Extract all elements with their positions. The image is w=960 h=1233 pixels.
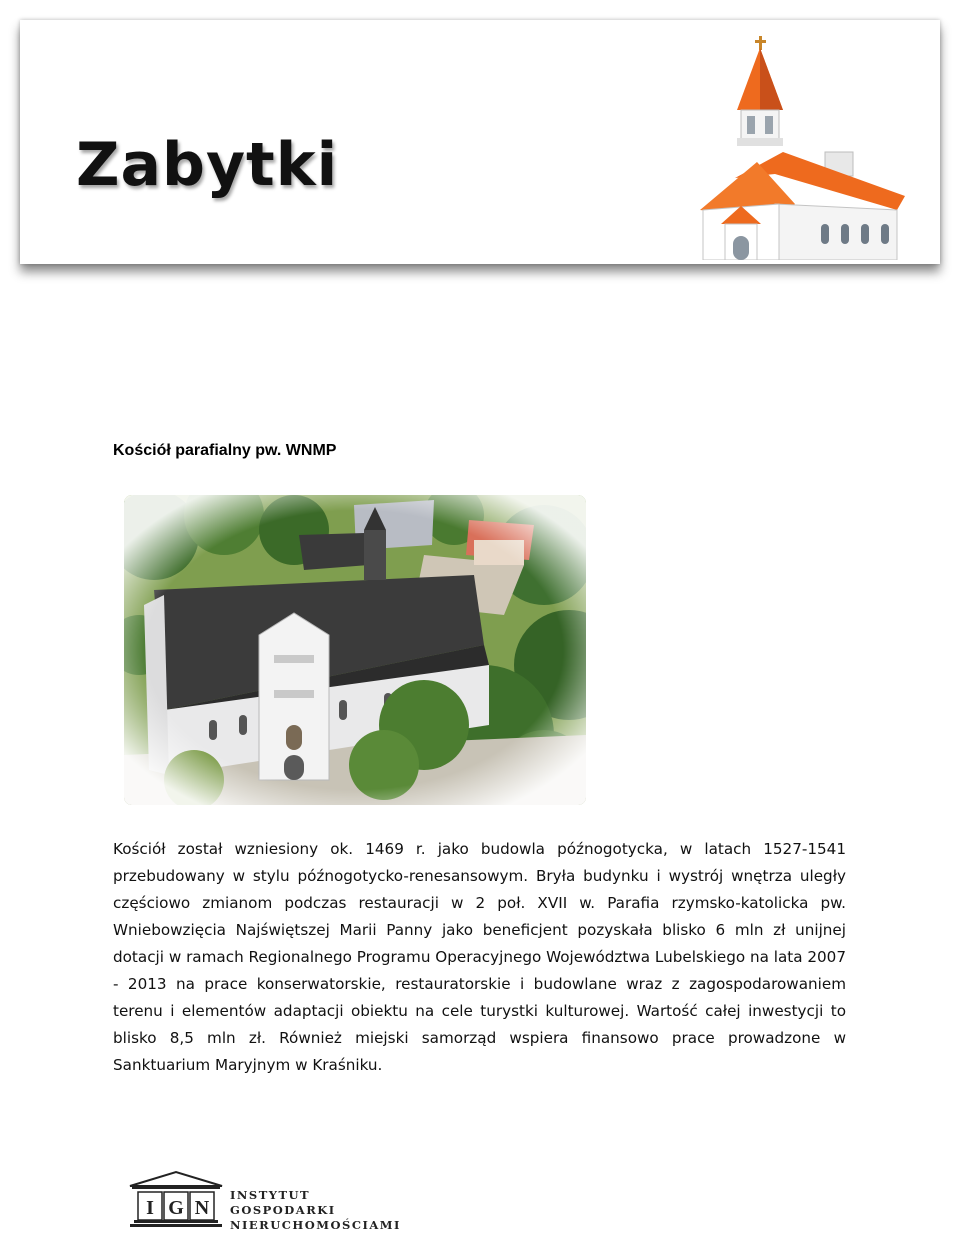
logo-letter-n: N xyxy=(194,1197,210,1219)
banner-title: Zabytki xyxy=(76,130,339,200)
ign-building-icon xyxy=(126,1170,226,1228)
header-banner xyxy=(20,20,940,264)
church-aerial-photo xyxy=(124,495,586,805)
page-heading: Kościół parafialny pw. WNMP xyxy=(113,442,337,459)
church-icon xyxy=(675,28,905,260)
body-paragraph: Kościół został wzniesiony ok. 1469 r. jako budowla późnogotycka, w latach 1527-1541 przebudowany w stylu późnogotycko-renesansowym. Bryła budynku i wystrój wnętrza uległy częściowo zmianom podczas restauracji w 2 poł. XVII w. Parafia rzymsko-katolicka pw. Wniebowzięcia Najświętszej Marii Panny jako beneficjent pozyskała blisko 6 mln zł unijnej dotacji w ramach Regionalnego Programu Operacyjnego Województwa Lubelskiego na lata 2007 - 2013 na prace konserwatorskie, restauratorskie i budowlane wraz z zagospodarowaniem terenu i elementów adaptacji obiektu na cele turystki kulturowej. Wartość całej inwestycji to blisko 8,5 mln zł. Również miejski samorząd wspiera finansowo prace prowadzone w Sanktuarium Maryjnym w Kraśniku. xyxy=(113,840,846,1074)
logo-letter-g: G xyxy=(168,1197,184,1219)
logo-letter-i: I xyxy=(146,1197,154,1219)
logo-name: INSTYTUT GOSPODARKI NIERUCHOMOŚCIAMI xyxy=(230,1188,401,1232)
ign-logo xyxy=(126,1170,416,1232)
